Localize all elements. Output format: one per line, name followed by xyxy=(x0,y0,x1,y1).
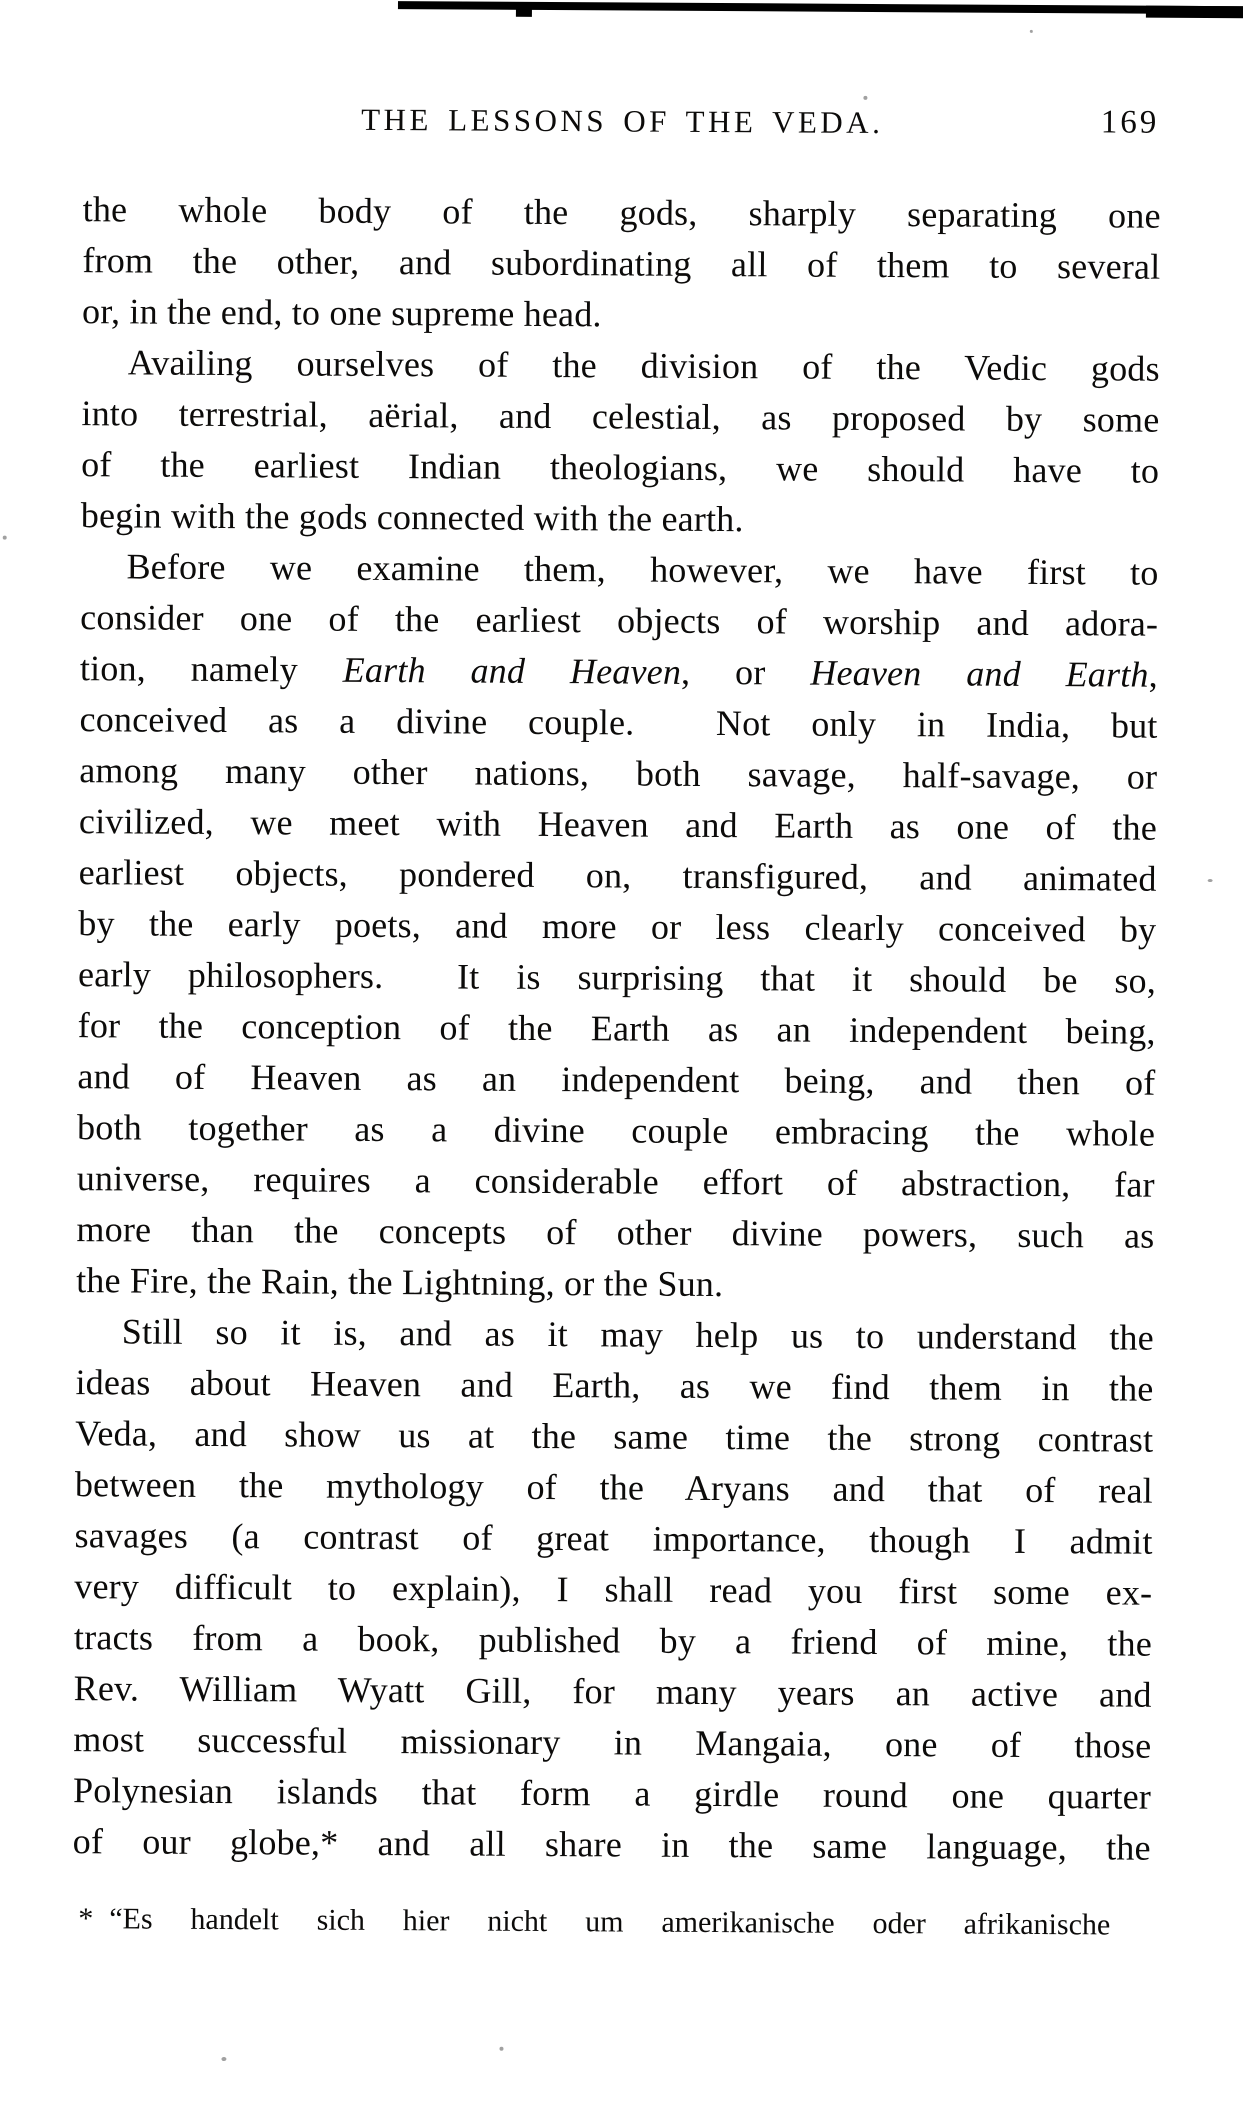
text-line: of the earliest Indian theologians, we should have to xyxy=(81,444,1160,491)
scan-artifact-bar xyxy=(516,8,532,17)
text-line: civilized, we meet with Heaven and Earth as one of the xyxy=(78,801,1158,848)
text-line: the whole body of the gods, sharply separating one xyxy=(82,189,1161,236)
text-line: between the mythology of the Aryans and that of real xyxy=(74,1464,1154,1511)
text-line: more than the concepts of other divine powers, such as xyxy=(76,1209,1155,1256)
text-line: from the other, and subordinating all of them to several xyxy=(82,240,1161,287)
text-line: or, in the end, to one supreme head. xyxy=(81,291,602,335)
text-line: and of Heaven as an independent being, and then of xyxy=(77,1056,1156,1103)
text-line: into terrestrial, aërial, and celestial, as proposed by some xyxy=(81,393,1160,440)
text-line: among many other nations, both savage, half-savage, or xyxy=(79,750,1158,797)
text-line: early philosophers. It is surprising that it should be so, xyxy=(77,954,1157,1001)
text-line: both together as a divine couple embracing the whole xyxy=(76,1107,1156,1154)
body-text xyxy=(73,184,1161,1874)
text-line: by the early poets, and more or less clearly conceived by xyxy=(78,903,1157,950)
text-line: Veda, and show us at the same time the strong contrast xyxy=(75,1413,1154,1460)
text-line: universe, requires a considerable effort of abstraction, far xyxy=(76,1158,1155,1205)
footnote-marker: * xyxy=(78,1902,94,1936)
text-line: tracts from a book, published by a friend of mine, the xyxy=(73,1617,1153,1664)
text-line: Still so it is, and as it may help us to understand the xyxy=(121,1311,1154,1358)
text-line: for the conception of the Earth as an independent being, xyxy=(77,1005,1156,1052)
scan-speck xyxy=(1030,30,1033,33)
scan-speck xyxy=(1208,879,1213,882)
running-head-title: THE LESSONS OF THE VEDA. xyxy=(361,101,884,141)
text-line: Rev. William Wyatt Gill, for many years an active and xyxy=(73,1668,1152,1715)
text-line: savages (a contrast of great importance, though I admit xyxy=(74,1515,1153,1562)
scan-speck xyxy=(499,2047,503,2051)
scan-artifact-bar xyxy=(1146,6,1243,19)
text-line: tion, namely Earth and Heaven, or Heaven and Earth, xyxy=(79,648,1159,695)
text-line: very difficult to explain), I shall read you first some ex- xyxy=(74,1566,1153,1613)
scan-speck xyxy=(863,96,867,100)
scan-speck xyxy=(221,2057,226,2061)
text-line: Before we examine them, however, we have first to xyxy=(126,546,1159,593)
text-line: of our globe,* and all share in the same language, the xyxy=(72,1821,1151,1868)
page-number: 169 xyxy=(1100,104,1160,141)
text-line: the Fire, the Rain, the Lightning, or the Sun. xyxy=(76,1260,724,1305)
text-line: begin with the gods connected with the earth. xyxy=(80,495,744,540)
text-line: conceived as a divine couple. Not only in India, but xyxy=(79,699,1158,746)
text-line: Availing ourselves of the division of the Vedic gods xyxy=(127,342,1160,389)
text-line: Polynesian islands that form a girdle round one quarter xyxy=(72,1770,1152,1817)
text-line: consider one of the earliest objects of worship and adora- xyxy=(80,597,1159,644)
footnote xyxy=(78,1898,1110,1946)
footnote-text: “Es handelt sich hier nicht um amerikanische oder afrikanische xyxy=(109,1902,1111,1942)
page-header xyxy=(83,100,1161,151)
text-line: earliest objects, pondered on, transfigured, and animated xyxy=(78,852,1157,899)
text-line: ideas about Heaven and Earth, as we find them in the xyxy=(75,1362,1154,1409)
scan-speck xyxy=(3,536,7,540)
text-line: most successful missionary in Mangaia, one of those xyxy=(73,1719,1152,1766)
